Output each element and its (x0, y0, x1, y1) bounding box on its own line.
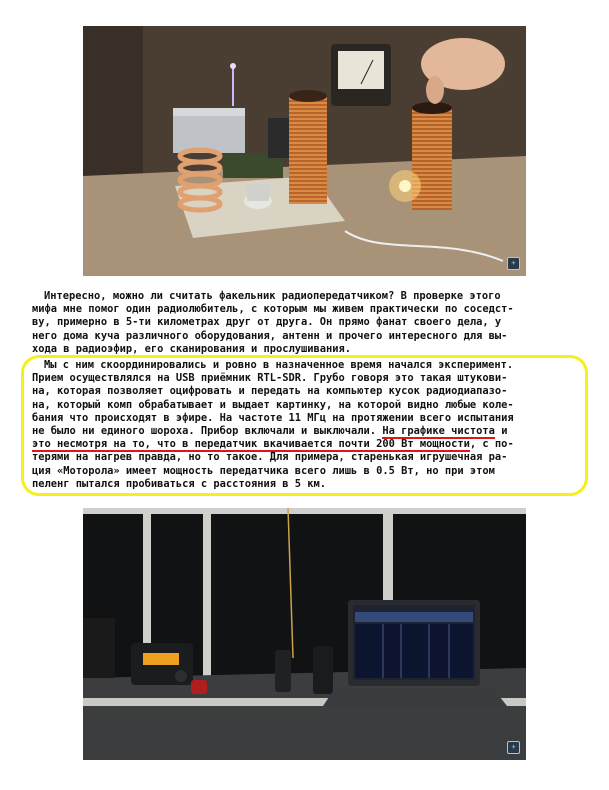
paragraph-2-line: ция «Моторола» имеет мощность передатчика всего лишь в 0.5 Вт, но при этом (32, 464, 495, 477)
line-6-end: и (494, 425, 508, 438)
paragraph-1-line: мифа мне помог один радиолюбитель, с которым мы живем практически по соседст- (32, 303, 514, 316)
paragraph-2-line (32, 438, 592, 451)
paragraph-2 (32, 359, 592, 491)
watermark-icon: + (507, 741, 520, 754)
paragraph-2-line: пеленг пытался пробиваться с расстояния в 5 км. (32, 477, 327, 490)
paragraph-1-line: ву, примерно в 5-ти километрах друг от друга. Он прямо фанат своего дела, у (32, 316, 502, 329)
paragraph-2-line: на, который комп обрабатывает и выдает картинку, на которой видно любые коле- (32, 398, 514, 411)
paragraph-1-line: хода в радиоэфир, его сканирования и прослушивания. (32, 342, 352, 355)
paragraph-2-line: Прием осуществлялся на USB приёмник RTL-SDR. Грубо говоря это такая штукови- (32, 372, 508, 385)
watermark-icon: + (507, 257, 520, 270)
paragraph-1-line: него дома куча различного оборудования, антенн и прочего интересного для вы- (32, 329, 508, 342)
paragraph-2-line: терями на нагрев правда, но то такое. Для примера, старенькая игрушечная ра- (32, 451, 508, 464)
underlined-phrase-2: это несмотря на то, что в передатчик вкачивается почти 200 Вт мощности (32, 438, 470, 451)
photo-top (83, 26, 526, 276)
paragraph-1-line: Интересно, можно ли считать факельник радиопередатчиком? В проверке этого (44, 290, 501, 302)
line-7-end: , с по- (469, 438, 514, 451)
underlined-phrase-1: На графике чистота (382, 425, 495, 438)
photo-bottom (83, 508, 526, 760)
photo-bottom-illustration (83, 508, 526, 760)
paragraph-1 (32, 290, 592, 356)
paragraph-2-line: бания что происходят в эфире. На частоте 11 МГц на протяжении всего испытания (32, 411, 514, 424)
line-6-text: не было ни единого шороха. Прибор включали и выключали. (32, 425, 383, 438)
photo-top-illustration (83, 26, 526, 276)
paragraph-2-line (32, 425, 592, 438)
paragraph-2-line: Мы с ним скоординировались и ровно в назначенное время начался эксперимент. (44, 359, 514, 371)
paragraph-2-line: на, которая позволяет оцифровать и передать на компьютер кусок радиодиапазо- (32, 385, 508, 398)
